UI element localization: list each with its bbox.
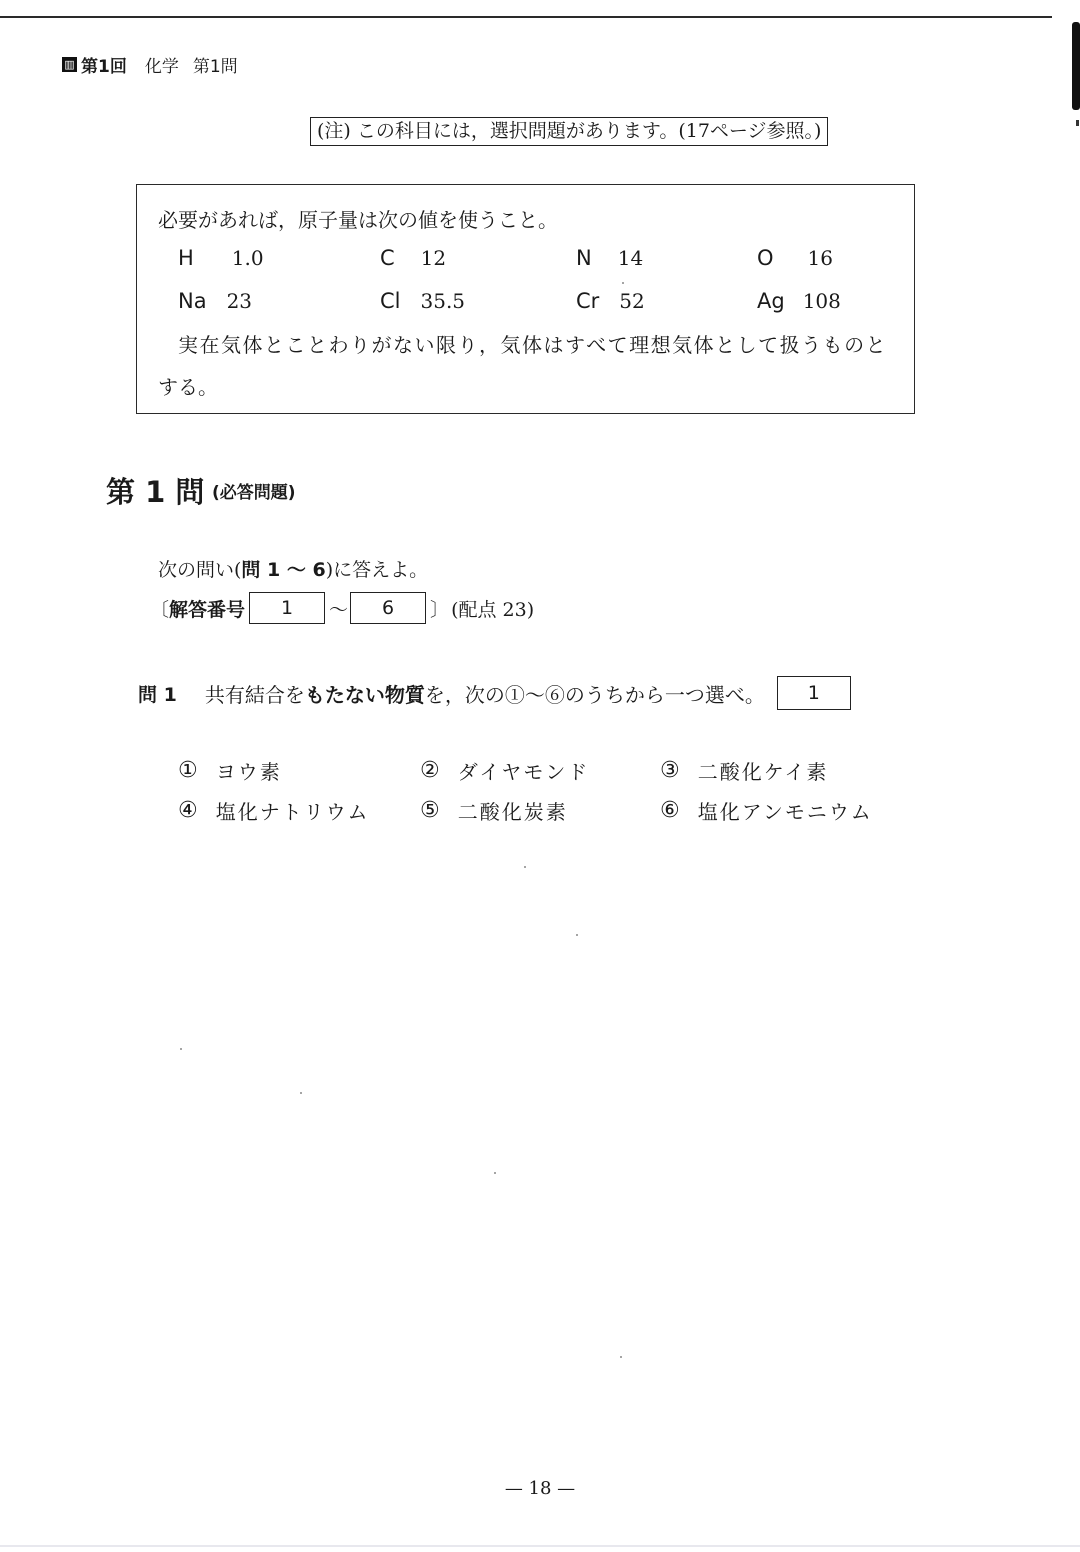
element-value: 1.0 — [231, 246, 264, 270]
choice-mark: ① — [178, 758, 198, 783]
element-value: 35.5 — [420, 289, 466, 313]
element-symbol: Na — [178, 289, 207, 313]
element-symbol: N — [576, 246, 592, 270]
page-header — [62, 52, 238, 77]
question-instruction — [158, 555, 428, 582]
answer-number-line — [150, 592, 534, 624]
publisher-logo-icon: ▥ — [62, 57, 77, 72]
scan-speck — [622, 282, 624, 284]
instruction-post: )に答えよ。 — [325, 559, 429, 581]
answer-box-start[interactable]: 1 — [249, 592, 325, 624]
choice-label: 塩化ナトリウム — [215, 800, 370, 824]
question-1 — [138, 676, 851, 710]
choice-item[interactable] — [660, 796, 873, 825]
question-subtitle: (必答問題) — [212, 483, 296, 503]
points: (配点 23) — [451, 598, 535, 621]
question-1-text-pre: 共有結合を — [204, 682, 305, 707]
element-symbol: Cl — [380, 289, 401, 313]
choice-mark: ② — [420, 758, 440, 783]
element-symbol: Cr — [576, 289, 600, 313]
question-title: 第 1 問 — [106, 475, 205, 509]
element-symbol: O — [757, 246, 774, 270]
choice-mark: ③ — [660, 758, 680, 783]
choice-label: ダイヤモンド — [457, 760, 590, 784]
atomic-weight-entry — [757, 246, 833, 270]
element-symbol: C — [380, 246, 395, 270]
element-value: 52 — [619, 289, 645, 313]
question-1-text-post: を，次の①～⑥のうちから一つ選べ。 — [424, 682, 765, 707]
choice-mark: ⑤ — [420, 798, 440, 823]
scan-speck — [620, 1356, 622, 1358]
question-1-answer-box[interactable]: 1 — [777, 676, 851, 710]
element-value: 12 — [420, 246, 447, 270]
choice-label: 二酸化炭素 — [457, 800, 568, 824]
choice-item[interactable] — [420, 796, 568, 825]
element-value: 23 — [226, 289, 253, 313]
bracket-close: 〕 — [430, 598, 450, 621]
header-round: 第1回 — [81, 57, 127, 77]
scan-speck — [576, 934, 578, 936]
element-value: 14 — [617, 246, 644, 270]
answer-number-label: 解答番号 — [169, 598, 246, 621]
choice-item[interactable] — [660, 756, 828, 785]
choice-label: 塩化アンモニウム — [697, 800, 873, 824]
atomic-weight-entry — [576, 246, 643, 270]
instruction-pre: 次の問い( — [158, 559, 242, 581]
atomic-weight-entry — [178, 246, 264, 270]
binding-edge-mark — [1072, 22, 1080, 110]
scan-speck — [180, 1048, 182, 1050]
binding-edge-dot — [1076, 120, 1079, 126]
page-number: — 18 — — [504, 1478, 576, 1499]
selection-note: (注) この科目には，選択問題があります。(17ページ参照。) — [310, 117, 828, 146]
element-value: 16 — [807, 246, 833, 270]
question-1-number: 問 1 — [138, 683, 177, 706]
choice-item[interactable] — [178, 756, 282, 785]
element-value: 108 — [802, 289, 841, 313]
bottom-rule — [0, 1545, 1080, 1547]
choice-item[interactable] — [178, 796, 370, 825]
element-symbol: Ag — [757, 289, 785, 313]
atomic-weight-entry — [380, 289, 465, 313]
choice-label: 二酸化ケイ素 — [697, 760, 829, 784]
atomic-weights-intro: 必要があれば，原子量は次の値を使うこと。 — [158, 208, 558, 232]
header-section: 第1問 — [192, 57, 238, 77]
scan-speck — [494, 1172, 496, 1174]
choice-item[interactable] — [420, 756, 589, 785]
atomic-weight-entry — [576, 289, 645, 313]
instruction-range: 問 1 ～ 6 — [241, 559, 326, 581]
scan-speck — [300, 1092, 302, 1094]
ideal-gas-note-line2: する。 — [158, 375, 218, 399]
tilde: ～ — [329, 598, 349, 621]
scan-speck — [524, 866, 526, 868]
atomic-weight-entry — [178, 289, 252, 313]
answer-box-end[interactable]: 6 — [350, 592, 426, 624]
atomic-weight-entry — [757, 289, 841, 313]
choice-mark: ⑥ — [660, 798, 680, 823]
element-symbol: H — [178, 246, 194, 270]
atomic-weight-entry — [380, 246, 446, 270]
ideal-gas-note-line1: 実在気体とことわりがない限り，気体はすべて理想気体として扱うものと — [178, 333, 888, 357]
top-rule — [0, 16, 1052, 18]
header-subject: 化学 — [144, 57, 179, 77]
bracket-open: 〔 — [150, 598, 170, 621]
choice-mark: ④ — [178, 798, 198, 823]
question-1-emphasis: もたない物質 — [304, 682, 425, 707]
choice-label: ヨウ素 — [215, 760, 282, 784]
